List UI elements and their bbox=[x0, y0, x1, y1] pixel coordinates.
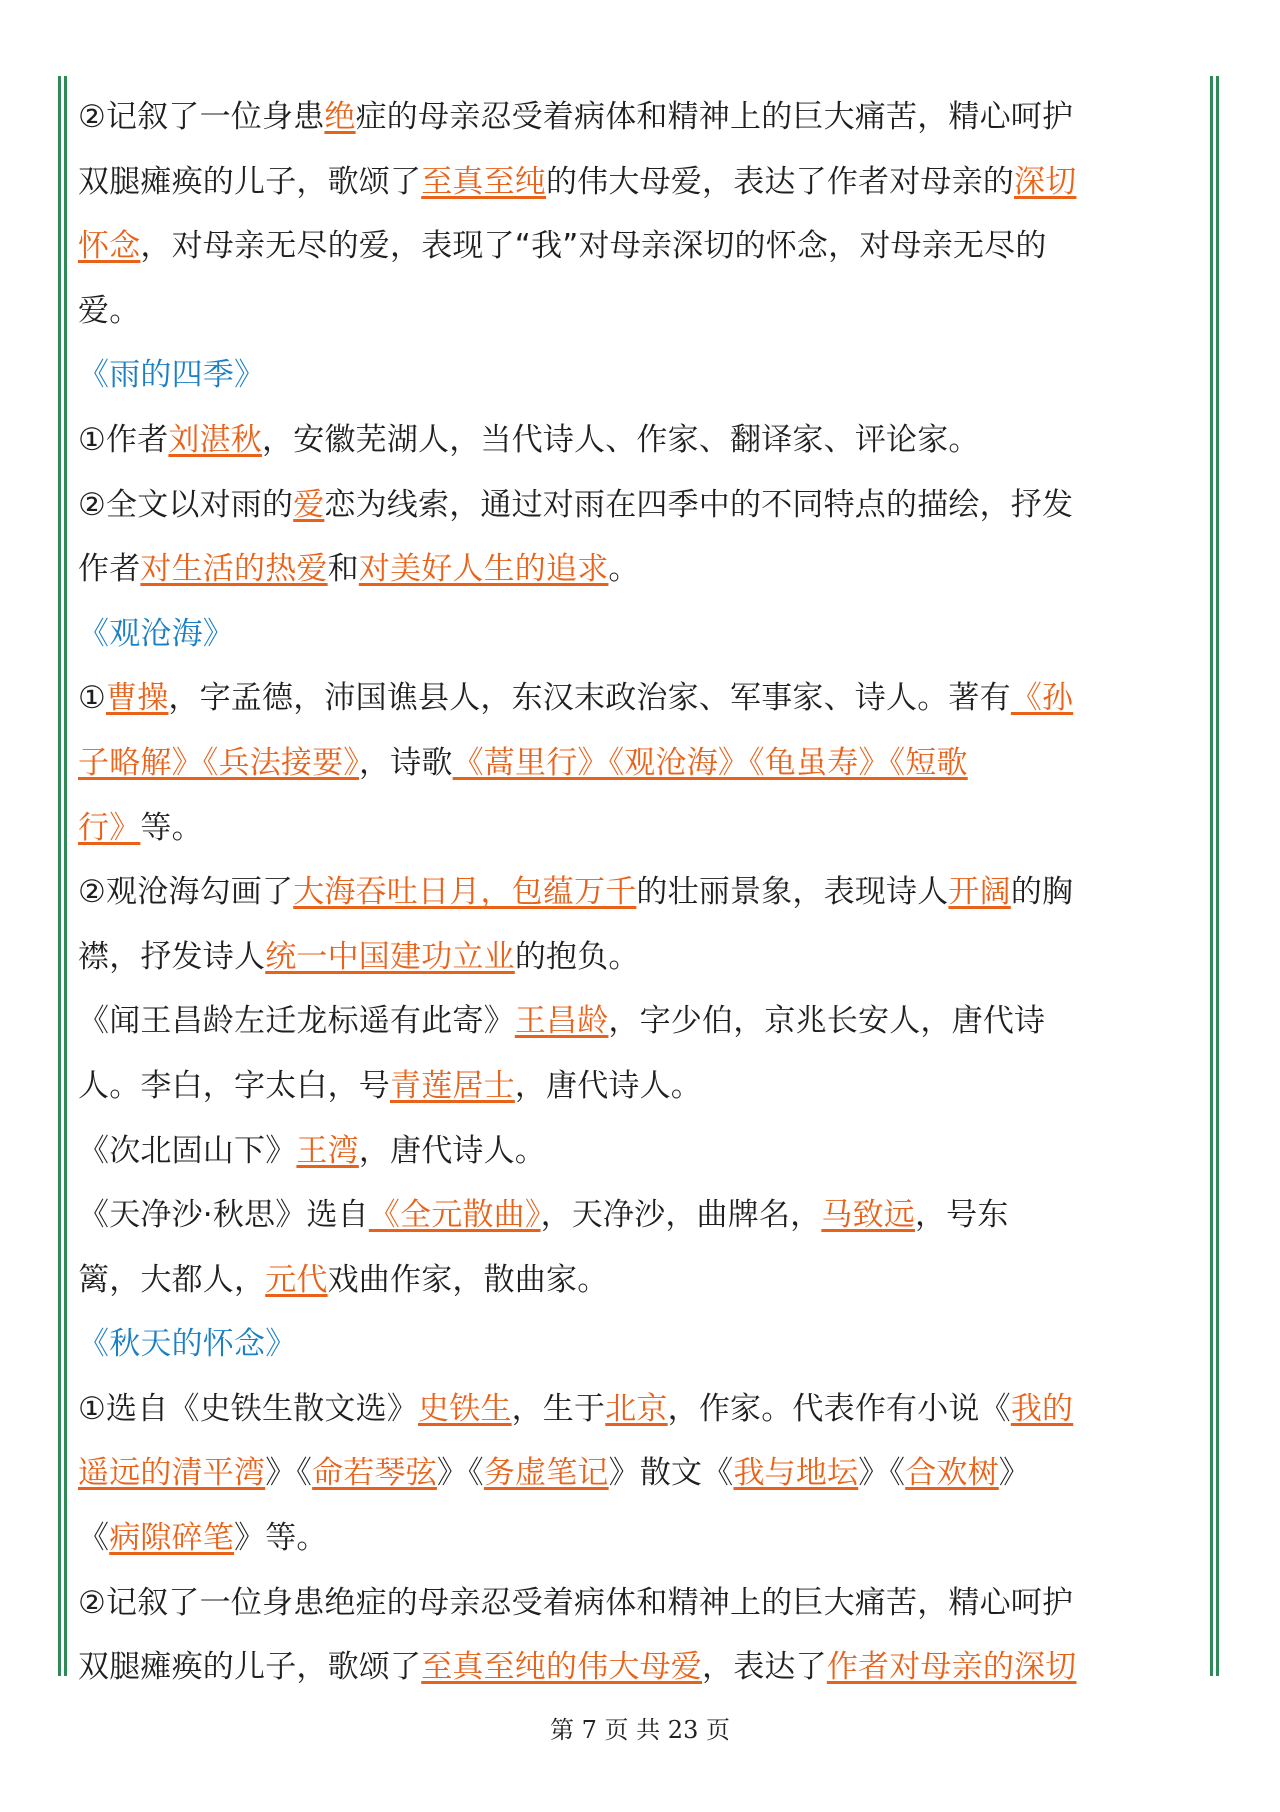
highlighted-text: 《孙 bbox=[1010, 680, 1074, 717]
text-line bbox=[78, 150, 1203, 215]
text-span: 的壮丽景象，表现诗人 bbox=[636, 874, 949, 911]
text-span: 襟，抒发诗人 bbox=[78, 938, 266, 975]
text-span: 作者 bbox=[78, 551, 141, 588]
text-span: ②观沧海勾画了 bbox=[78, 874, 294, 911]
text-span: ① bbox=[78, 680, 106, 717]
text-span: ，诗歌 bbox=[359, 744, 453, 781]
highlighted-text: 统一中国建功立业 bbox=[265, 938, 515, 975]
text-span: 》 bbox=[998, 1455, 1030, 1492]
text-line bbox=[78, 214, 1203, 279]
text-span: ②记叙了一位身患绝症的母亲忍受着病体和精神上的巨大痛苦，精心呵护 bbox=[78, 1584, 1074, 1621]
text-line bbox=[78, 537, 1203, 602]
text-span: ①作者 bbox=[78, 421, 169, 458]
text-span: 》《 bbox=[265, 1455, 313, 1492]
text-span: ，号东 bbox=[914, 1197, 1009, 1234]
text-line bbox=[78, 666, 1203, 731]
text-span: ，唐代诗人。 bbox=[514, 1067, 703, 1104]
highlighted-text: 对美好人生的追求 bbox=[358, 551, 609, 588]
highlighted-text: 曹操 bbox=[106, 680, 169, 717]
right-border-rule bbox=[1210, 76, 1219, 1676]
text-span: 》《 bbox=[858, 1455, 906, 1492]
text-span: ，对母亲无尽的爱，表现了“我”对母亲深切的怀念，对母亲无尽的 bbox=[140, 228, 1047, 265]
text-span: ②全文以对雨的 bbox=[78, 486, 294, 523]
text-span: 《雨的四季》 bbox=[78, 357, 266, 394]
highlighted-text: 务虚笔记 bbox=[483, 1455, 609, 1492]
text-span: 症的母亲忍受着病体和精神上的巨大痛苦，精心呵护 bbox=[355, 99, 1074, 135]
text-span: 和 bbox=[327, 551, 359, 588]
highlighted-text: 我与地坛 bbox=[733, 1455, 859, 1492]
text-span: 《 bbox=[78, 1520, 110, 1557]
text-line bbox=[78, 1441, 1203, 1506]
highlighted-text: 刘湛秋 bbox=[168, 421, 263, 458]
highlighted-text: 至真至纯的伟大母爱 bbox=[421, 1649, 703, 1686]
text-span: 双腿瘫痪的儿子，歌颂了 bbox=[78, 163, 422, 200]
highlighted-text: 命若琴弦 bbox=[312, 1455, 437, 1492]
highlighted-text: 元代 bbox=[265, 1261, 328, 1298]
text-line bbox=[78, 796, 1203, 861]
text-line bbox=[78, 1635, 1203, 1700]
text-span: 》《 bbox=[436, 1455, 484, 1492]
highlighted-text: 青莲居士 bbox=[390, 1067, 515, 1104]
highlighted-text: 绝 bbox=[324, 99, 356, 135]
highlighted-text: 合欢树 bbox=[905, 1455, 999, 1492]
text-span: 爱。 bbox=[78, 292, 141, 329]
section-heading bbox=[78, 1312, 1203, 1377]
text-span: ，安徽芜湖人，当代诗人、作家、翻译家、评论家。 bbox=[262, 421, 980, 458]
text-span: 人。李白，字太白，号 bbox=[78, 1067, 390, 1104]
text-line bbox=[78, 1248, 1203, 1313]
highlighted-text: 大海吞吐日月，包蕴万千 bbox=[293, 874, 637, 911]
text-span: 篱，大都人， bbox=[78, 1261, 266, 1298]
text-line bbox=[78, 473, 1203, 538]
left-border-rule bbox=[58, 76, 67, 1676]
text-span: 的胸 bbox=[1010, 874, 1074, 911]
text-line bbox=[78, 1571, 1203, 1636]
highlighted-text: 怀念 bbox=[78, 228, 141, 265]
text-span: 《天净沙·秋思》选自 bbox=[78, 1197, 369, 1234]
text-span: 等。 bbox=[140, 809, 203, 846]
highlighted-text: 史铁生 bbox=[418, 1390, 512, 1427]
highlighted-text: 北京 bbox=[605, 1390, 668, 1427]
text-span: ，作家。代表作有小说《 bbox=[667, 1390, 1011, 1427]
text-line bbox=[78, 1119, 1203, 1184]
highlighted-text: 深切 bbox=[1014, 163, 1077, 200]
document-body bbox=[78, 85, 1203, 1700]
text-span: 的抱负。 bbox=[514, 938, 640, 975]
text-span: 》散文《 bbox=[608, 1455, 734, 1492]
text-span: 《观沧海》 bbox=[78, 615, 234, 652]
highlighted-text: 子略解》《兵法接要》 bbox=[78, 744, 359, 781]
highlighted-text: 作者对母亲的深切 bbox=[826, 1649, 1077, 1686]
text-span: 《次北固山下》 bbox=[78, 1132, 297, 1169]
text-line bbox=[78, 1377, 1203, 1442]
highlighted-text: 《全元散曲》 bbox=[368, 1197, 541, 1234]
text-span: ，唐代诗人。 bbox=[358, 1132, 547, 1169]
text-line bbox=[78, 1054, 1203, 1119]
text-span: 恋为线索，通过对雨在四季中的不同特点的描绘，抒发 bbox=[324, 486, 1074, 523]
text-line bbox=[78, 731, 1203, 796]
text-line bbox=[78, 408, 1203, 473]
highlighted-text: 马致远 bbox=[821, 1197, 915, 1234]
highlighted-text: 我的 bbox=[1010, 1390, 1074, 1427]
highlighted-text: 对生活的热爱 bbox=[140, 551, 328, 588]
highlighted-text: 至真至纯 bbox=[421, 163, 547, 200]
text-span: ，天净沙，曲牌名， bbox=[540, 1197, 822, 1234]
text-line bbox=[78, 85, 1203, 150]
highlighted-text: 病隙碎笔 bbox=[109, 1520, 235, 1557]
section-heading bbox=[78, 343, 1203, 408]
highlighted-text: 遥远的清平湾 bbox=[78, 1455, 266, 1492]
text-line bbox=[78, 1183, 1203, 1248]
highlighted-text: 王昌龄 bbox=[514, 1003, 609, 1040]
page-footer: 第 7 页 共 23 页 bbox=[550, 1716, 730, 1744]
text-span: ，表达了 bbox=[702, 1649, 827, 1686]
text-span: 的伟大母爱，表达了作者对母亲的 bbox=[546, 163, 1015, 200]
section-heading bbox=[78, 602, 1203, 667]
text-span: ①选自《史铁生散文选》 bbox=[78, 1390, 418, 1427]
text-span: 《闻王昌龄左迁龙标遥有此寄》 bbox=[78, 1003, 515, 1040]
text-span: ②记叙了一位身患 bbox=[78, 99, 325, 135]
text-span: ，字孟德，沛国谯县人，东汉末政治家、军事家、诗人。著有 bbox=[168, 680, 1011, 717]
highlighted-text: 爱 bbox=[293, 486, 325, 523]
highlighted-text: 行》 bbox=[78, 809, 141, 846]
text-span: ，生于 bbox=[511, 1390, 606, 1427]
highlighted-text: 王湾 bbox=[296, 1132, 359, 1169]
text-span: 》等。 bbox=[234, 1520, 328, 1557]
text-span: ，字少伯，京兆长安人，唐代诗 bbox=[608, 1003, 1046, 1040]
text-span: 《秋天的怀念》 bbox=[78, 1326, 297, 1363]
text-span: 。 bbox=[608, 551, 640, 588]
text-line bbox=[78, 925, 1203, 990]
text-line bbox=[78, 989, 1203, 1054]
text-span: 双腿瘫痪的儿子，歌颂了 bbox=[78, 1649, 422, 1686]
text-span: 戏曲作家，散曲家。 bbox=[327, 1261, 609, 1298]
highlighted-text: 开阔 bbox=[948, 874, 1011, 911]
text-line bbox=[78, 1506, 1203, 1571]
text-line bbox=[78, 860, 1203, 925]
text-line bbox=[78, 279, 1203, 344]
highlighted-text: 《蒿里行》《观沧海》《龟虽寿》《短歌 bbox=[452, 744, 968, 781]
